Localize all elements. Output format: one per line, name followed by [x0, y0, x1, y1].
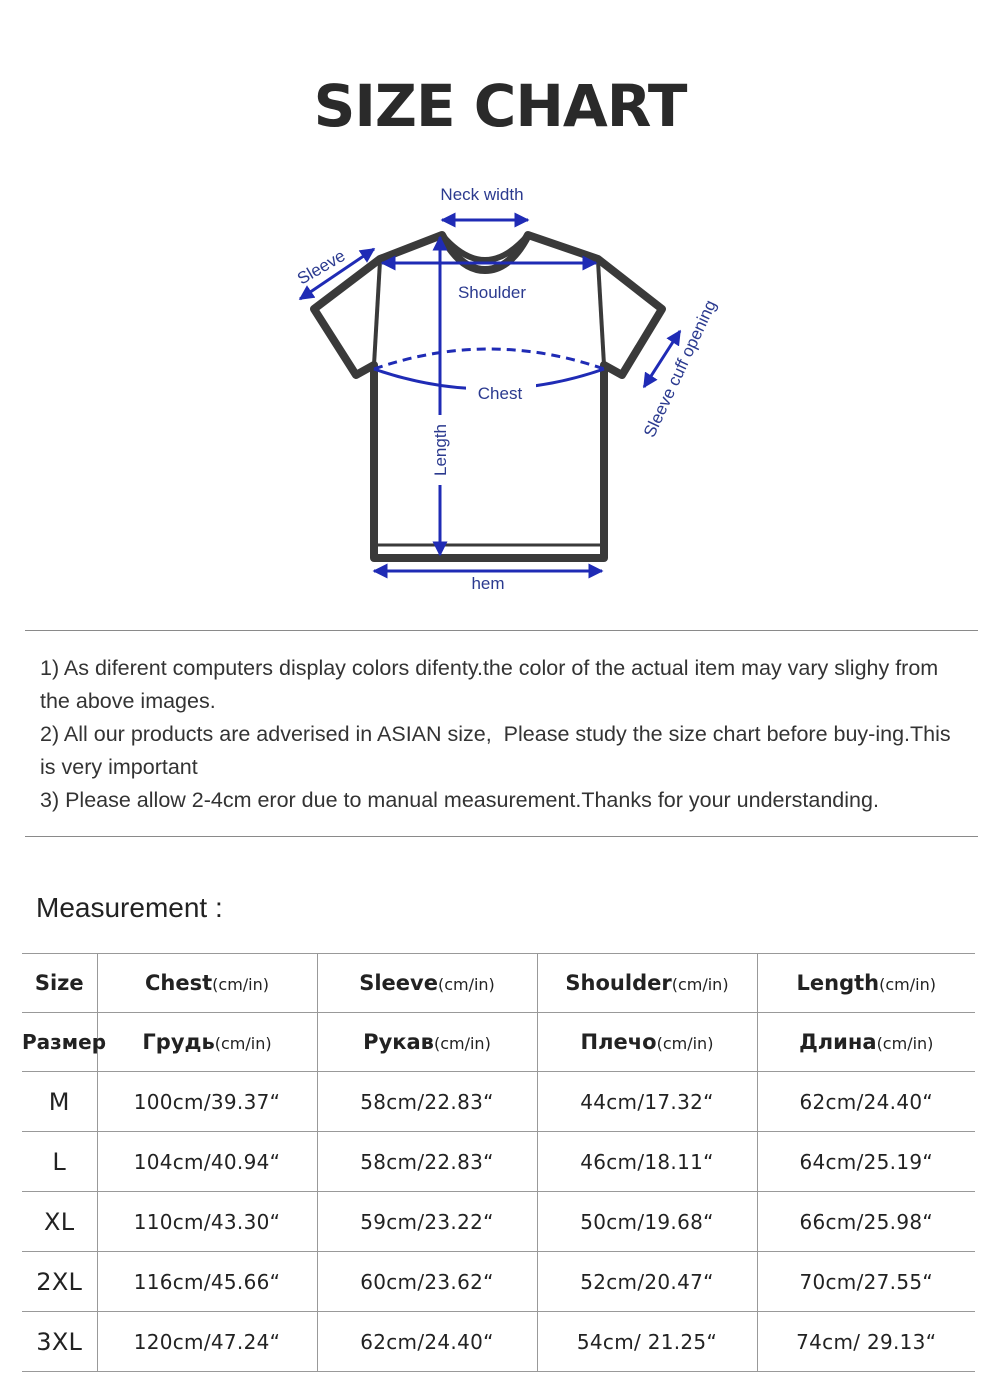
sleeve-cell: 58cm/22.83“ — [317, 1132, 537, 1192]
table-row — [22, 1072, 975, 1132]
divider-bottom — [25, 836, 978, 837]
size-cell: 3XL — [22, 1312, 97, 1372]
chest-label: Chest — [477, 384, 523, 403]
chest-cell: 110cm/43.30“ — [97, 1192, 317, 1252]
header-chest: Chest(cm/in) — [97, 954, 317, 1013]
divider-top — [25, 630, 978, 631]
header-shoulder-ru: Плечо(cm/in) — [537, 1013, 757, 1072]
header-row-ru — [22, 1013, 975, 1072]
length-cell: 66cm/25.98“ — [757, 1192, 975, 1252]
chest-cell: 100cm/39.37“ — [97, 1072, 317, 1132]
measurement-heading: Measurement : — [36, 892, 223, 923]
sleeve-cuff-label: Sleeve cuff opening — [639, 297, 721, 441]
shoulder-cell: 44cm/17.32“ — [537, 1072, 757, 1132]
length-cell: 70cm/27.55“ — [757, 1252, 975, 1312]
page-title: SIZE CHART — [313, 72, 687, 140]
shoulder-cell: 54cm/ 21.25“ — [537, 1312, 757, 1372]
sleeve-label: Sleeve — [293, 246, 349, 289]
shoulder-cell: 46cm/18.11“ — [537, 1132, 757, 1192]
sleeve-cell: 58cm/22.83“ — [317, 1072, 537, 1132]
note-1: 1) As diferent computers display colors difenty.the color of the actual item may vary slighy from the above images. — [40, 656, 939, 713]
shoulder-label: Shoulder — [457, 283, 527, 302]
shoulder-cell: 52cm/20.47“ — [537, 1252, 757, 1312]
header-chest-ru: Грудь(cm/in) — [97, 1013, 317, 1072]
size-cell: XL — [22, 1192, 97, 1252]
chest-cell: 116cm/45.66“ — [97, 1252, 317, 1312]
length-cell: 62cm/24.40“ — [757, 1072, 975, 1132]
sleeve-cell: 60cm/23.62“ — [317, 1252, 537, 1312]
note-3: 3) Please allow 2-4cm eror due to manual measurement.Thanks for your understanding. — [40, 788, 879, 812]
header-sleeve: Sleeve(cm/in) — [317, 954, 537, 1013]
header-sleeve-ru: Рукав(cm/in) — [317, 1013, 537, 1072]
notes-section — [40, 652, 970, 817]
tshirt-measurement-diagram — [270, 175, 750, 605]
size-cell: M — [22, 1072, 97, 1132]
header-size-ru: Размер — [22, 1013, 97, 1072]
sleeve-cell: 62cm/24.40“ — [317, 1312, 537, 1372]
size-cell: L — [22, 1132, 97, 1192]
size-table — [22, 953, 975, 1372]
hem-label: hem — [471, 574, 505, 593]
header-length-ru: Длина(cm/in) — [757, 1013, 975, 1072]
sleeve-seam-right — [598, 261, 604, 365]
header-length: Length(cm/in) — [757, 954, 975, 1013]
length-cell: 74cm/ 29.13“ — [757, 1312, 975, 1372]
header-row-en — [22, 954, 975, 1013]
table-row — [22, 1252, 975, 1312]
table-row — [22, 1312, 975, 1372]
sleeve-seam-left — [374, 261, 380, 365]
sleeve-cell: 59cm/23.22“ — [317, 1192, 537, 1252]
chest-cell: 104cm/40.94“ — [97, 1132, 317, 1192]
table-row — [22, 1132, 975, 1192]
chest-ellipse-back — [374, 349, 604, 369]
header-size: Size — [22, 954, 97, 1013]
chest-cell: 120cm/47.24“ — [97, 1312, 317, 1372]
neck-width-label: Neck width — [440, 185, 524, 204]
header-shoulder: Shoulder(cm/in) — [537, 954, 757, 1013]
length-cell: 64cm/25.19“ — [757, 1132, 975, 1192]
note-2: 2) All our products are adverised in ASIAN size, Please study the size chart before buy-ing.This is very important — [40, 722, 951, 779]
size-cell: 2XL — [22, 1252, 97, 1312]
shoulder-cell: 50cm/19.68“ — [537, 1192, 757, 1252]
table-row — [22, 1192, 975, 1252]
length-label: Length — [431, 424, 450, 476]
